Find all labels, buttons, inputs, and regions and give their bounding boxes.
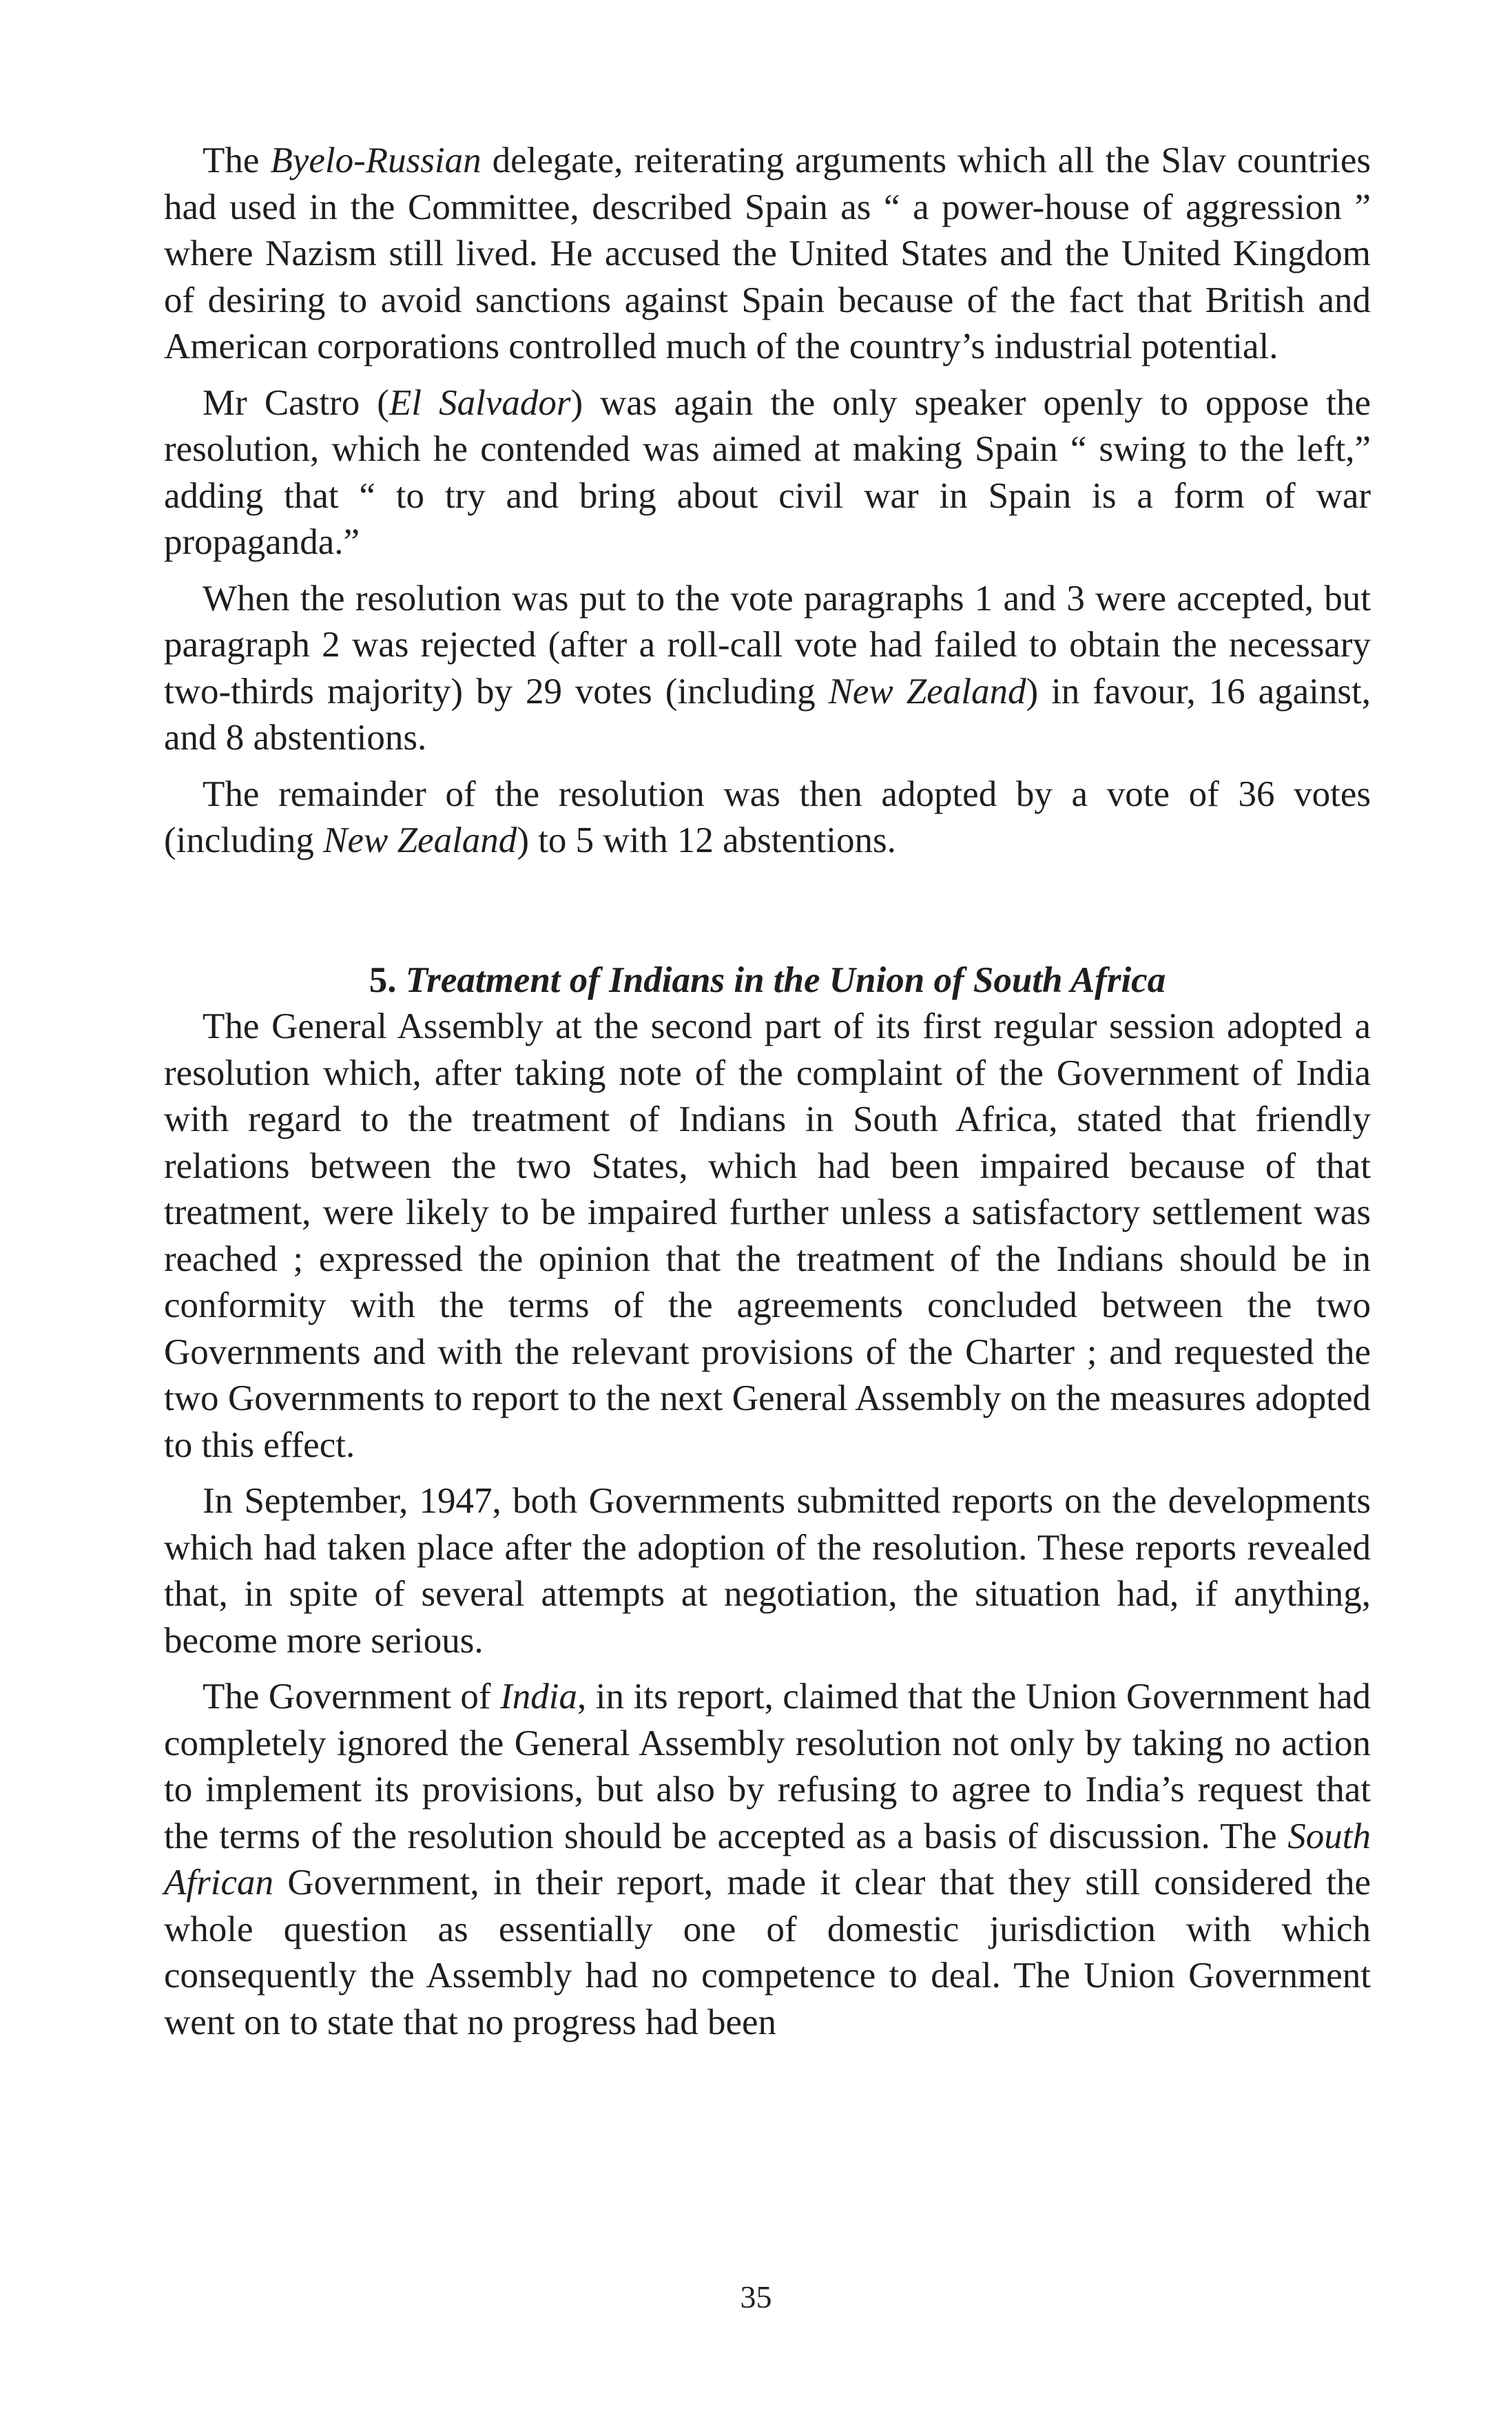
- document-page: [164, 138, 1371, 2046]
- section-heading: [164, 957, 1371, 1004]
- text-run: ) was again the only speaker openly to oppose the resolution, which he contended was aimed at making Spain “ swing to the left,” adding that “ to try and bring about civil war in Spain is a form of war propaganda.”: [164, 382, 1371, 562]
- paragraph-byelo-russian-statement: [164, 138, 1371, 371]
- section-number: 5.: [369, 960, 397, 1000]
- text-run: ) to 5 with 12 abstentions.: [517, 820, 896, 860]
- paragraph-vote-remainder: [164, 771, 1371, 864]
- italic-text: El Salvador: [389, 382, 571, 423]
- text-run: , in its report, claimed that the Union Government had completely ignored the General Assembly resolution not only by taking no action to implement its provisions, but also by refusing to agree to India’s request that the terms of the resolution should be accepted as a basis of discussion. The: [164, 1677, 1371, 1856]
- section-title: Treatment of Indians in the Union of South Africa: [405, 960, 1166, 1000]
- paragraph-el-salvador-statement: [164, 380, 1371, 566]
- text-run: The: [203, 141, 271, 180]
- italic-text: New Zealand: [323, 820, 517, 860]
- text-run: In September, 1947, both Governments submitted reports on the developments which had taken place after the adoption of the resolution. These reports revealed that, in spite of several attempts at negotiation, the situation had, if anything, become more serious.: [164, 1481, 1371, 1661]
- paragraph-september-reports: [164, 1478, 1371, 1664]
- italic-text: New Zealand: [828, 671, 1026, 712]
- paragraph-general-assembly-resolution: [164, 1004, 1371, 1469]
- page-number: 35: [740, 2279, 772, 2314]
- italic-text: Byelo-Russian: [270, 141, 481, 180]
- text-run: The remainder of the resolution was then adopted by a vote of 36 votes (including: [164, 774, 1371, 860]
- text-run: delegate, reiterating arguments which all the Slav countries had used in the Committee, described Spain as “ a power-house of aggression ” where Nazism still lived. He accused the United States and the United Kingdom of desiring to avoid sanctions against Spain because of the fact that British and American corporations controlled much of the country’s industrial potential.: [164, 141, 1371, 366]
- text-run: When the resolution was put to the vote paragraphs 1 and 3 were accepted, but paragraph 2 was rejected (after a roll-call vote had failed to obtain the necessary two-thirds majority) by 29 votes (including: [164, 578, 1371, 712]
- text-run: Government, in their report, made it clear that they still considered the whole question as essentially one of domestic jurisdiction with which consequently the Assembly had no competence to deal. The Union Government went on to state that no progress had been: [164, 1863, 1371, 2042]
- text-run: The Government of: [203, 1677, 501, 1717]
- spain-question-continued: [164, 138, 1371, 864]
- paragraph-vote-paragraphs: [164, 576, 1371, 762]
- paragraph-india-report: [164, 1674, 1371, 2046]
- text-run: The General Assembly at the second part of its first regular session adopted a resolution which, after taking note of the complaint of the Government of India with regard to the treatment of Indians in South Africa, stated that friendly relations between the two States, which had been impaired because of that treatment, were likely to be impaired further unless a satisfactory settlement was reached ; expressed the opinion that the treatment of the Indians should be in conformity with the terms of the agreements concluded between the two Governments and with the relevant provisions of the Charter ; and requested the two Governments to report to the next General Assembly on the measures adopted to this effect.: [164, 1006, 1371, 1465]
- text-run: Mr Castro (: [203, 382, 389, 423]
- text-run: ) in favour, 16 against, and 8 abstentions.: [164, 671, 1371, 758]
- indians-in-south-africa-section: [164, 1004, 1371, 2046]
- italic-text: India: [500, 1677, 577, 1717]
- italic-text: South African: [164, 1816, 1371, 1903]
